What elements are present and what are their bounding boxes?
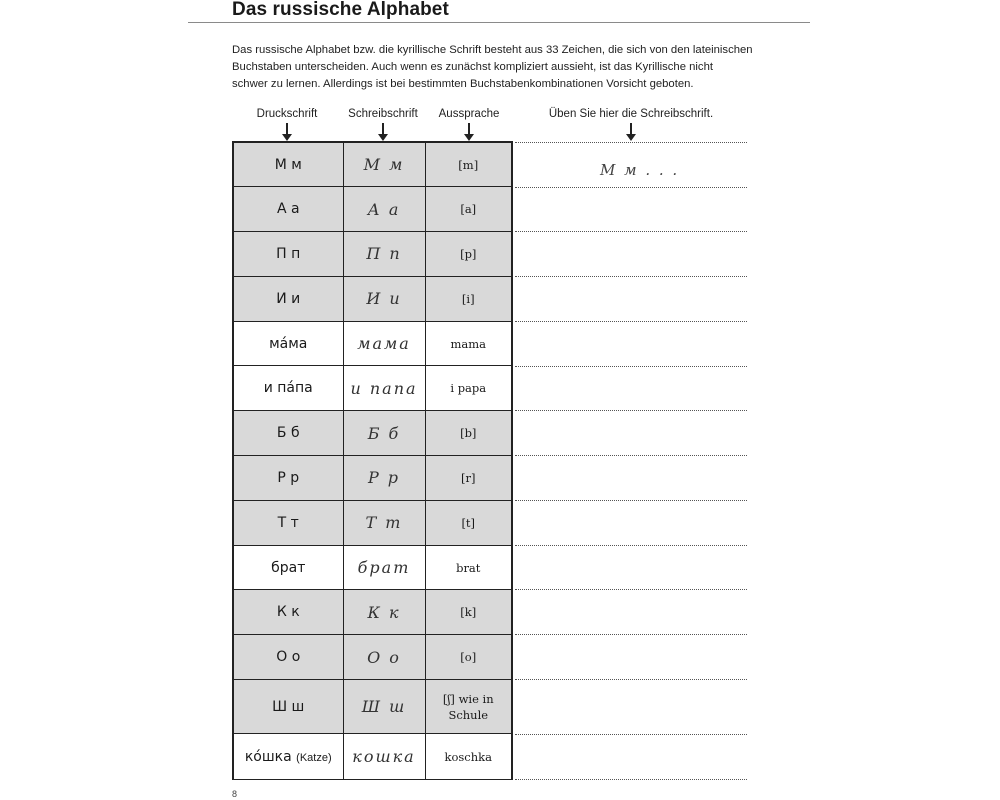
- page-title: Das russische Alphabet: [232, 0, 449, 20]
- print-cell: Т т: [233, 500, 343, 545]
- script-cell: кошка: [343, 734, 425, 780]
- practice-line[interactable]: [515, 231, 747, 232]
- header-pronunciation: Aussprache: [438, 108, 500, 120]
- print-cell: П п: [233, 232, 343, 277]
- pronunciation-line: Schule: [448, 707, 489, 722]
- table-row: [233, 276, 512, 321]
- practice-line[interactable]: [515, 410, 747, 411]
- table-row: [233, 232, 512, 277]
- script-cell: И и: [343, 276, 425, 321]
- script-cell: брат: [343, 545, 425, 590]
- table-row: [233, 366, 512, 411]
- practice-line[interactable]: [515, 142, 747, 143]
- arrow-down-icon: [468, 123, 470, 136]
- print-cell: ма́ма: [233, 321, 343, 366]
- table-row: [233, 500, 512, 545]
- print-cell: И и: [233, 276, 343, 321]
- print-cell: А а: [233, 187, 343, 232]
- intro-paragraph: [232, 42, 762, 93]
- pronunciation-cell: mama: [425, 321, 512, 366]
- intro-line: Buchstaben unterscheiden. Auch wenn es zunächst kompliziert aussieht, ist das Kyrillische nicht: [232, 61, 714, 73]
- pronunciation-cell: [r]: [425, 456, 512, 501]
- practice-line[interactable]: [515, 634, 747, 635]
- pronunciation-cell: [425, 680, 512, 734]
- pronunciation-cell: brat: [425, 545, 512, 590]
- pronunciation-cell: i papa: [425, 366, 512, 411]
- print-cell: К к: [233, 590, 343, 635]
- pronunciation-cell: [a]: [425, 187, 512, 232]
- script-cell: Т т: [343, 500, 425, 545]
- print-cell: О о: [233, 635, 343, 680]
- practice-line[interactable]: [515, 187, 747, 188]
- script-cell: А а: [343, 187, 425, 232]
- practice-line[interactable]: [515, 366, 747, 367]
- print-cell: Б б: [233, 411, 343, 456]
- pronunciation-line: [ʃ] wie in: [442, 691, 494, 706]
- print-cell: Р р: [233, 456, 343, 501]
- table-row: [233, 321, 512, 366]
- script-cell: Р р: [343, 456, 425, 501]
- table-row: [233, 411, 512, 456]
- script-cell: и папа: [343, 366, 425, 411]
- practice-line[interactable]: [515, 734, 747, 735]
- table-row: [233, 734, 512, 780]
- script-cell: М м: [343, 142, 425, 187]
- translation-note: (Katze): [296, 751, 332, 764]
- script-cell: Б б: [343, 411, 425, 456]
- arrow-down-icon: [630, 123, 632, 136]
- pronunciation-cell: koschka: [425, 734, 512, 780]
- practice-line[interactable]: [515, 321, 747, 322]
- practice-line[interactable]: [515, 276, 747, 277]
- pronunciation-cell: [o]: [425, 635, 512, 680]
- practice-line[interactable]: [515, 500, 747, 501]
- header-script: Schreibschrift: [348, 108, 418, 120]
- pronunciation-cell: [m]: [425, 142, 512, 187]
- header-print: Druckschrift: [256, 108, 318, 120]
- print-cell: брат: [233, 545, 343, 590]
- pronunciation-cell: [p]: [425, 232, 512, 277]
- print-cell: [233, 734, 343, 780]
- print-cell: Ш ш: [233, 680, 343, 734]
- arrow-down-icon: [286, 123, 288, 136]
- table-row: [233, 680, 512, 734]
- table-row: [233, 456, 512, 501]
- practice-line[interactable]: [515, 679, 747, 680]
- print-word: ко́шка: [244, 748, 292, 765]
- table-row: [233, 590, 512, 635]
- title-divider: [188, 22, 810, 23]
- practice-line[interactable]: [515, 455, 747, 456]
- table-row: [233, 545, 512, 590]
- page-number: 8: [232, 789, 238, 799]
- pronunciation-cell: [t]: [425, 500, 512, 545]
- practice-line[interactable]: [515, 545, 747, 546]
- table-row: [233, 187, 512, 232]
- print-cell: М м: [233, 142, 343, 187]
- pronunciation-cell: [i]: [425, 276, 512, 321]
- pronunciation-cell: [k]: [425, 590, 512, 635]
- pronunciation-cell: [b]: [425, 411, 512, 456]
- header-practice: Üben Sie hier die Schreibschrift.: [548, 108, 714, 120]
- script-cell: К к: [343, 590, 425, 635]
- practice-sample: М м . . .: [600, 161, 680, 179]
- practice-line[interactable]: [515, 589, 747, 590]
- alphabet-table: [232, 141, 513, 780]
- script-cell: мама: [343, 321, 425, 366]
- script-cell: Ш ш: [343, 680, 425, 734]
- script-cell: П п: [343, 232, 425, 277]
- intro-line: schwer zu lernen. Allerdings ist bei bestimmten Buchstabenkombinationen Vorsicht geboten.: [232, 78, 694, 90]
- arrow-down-icon: [382, 123, 384, 136]
- practice-line[interactable]: [515, 779, 747, 780]
- print-cell: и па́па: [233, 366, 343, 411]
- intro-line: Das russische Alphabet bzw. die kyrillische Schrift besteht aus 33 Zeichen, die sich von den lateinischen: [232, 44, 753, 56]
- script-cell: О о: [343, 635, 425, 680]
- table-row: [233, 635, 512, 680]
- table-row: [233, 142, 512, 187]
